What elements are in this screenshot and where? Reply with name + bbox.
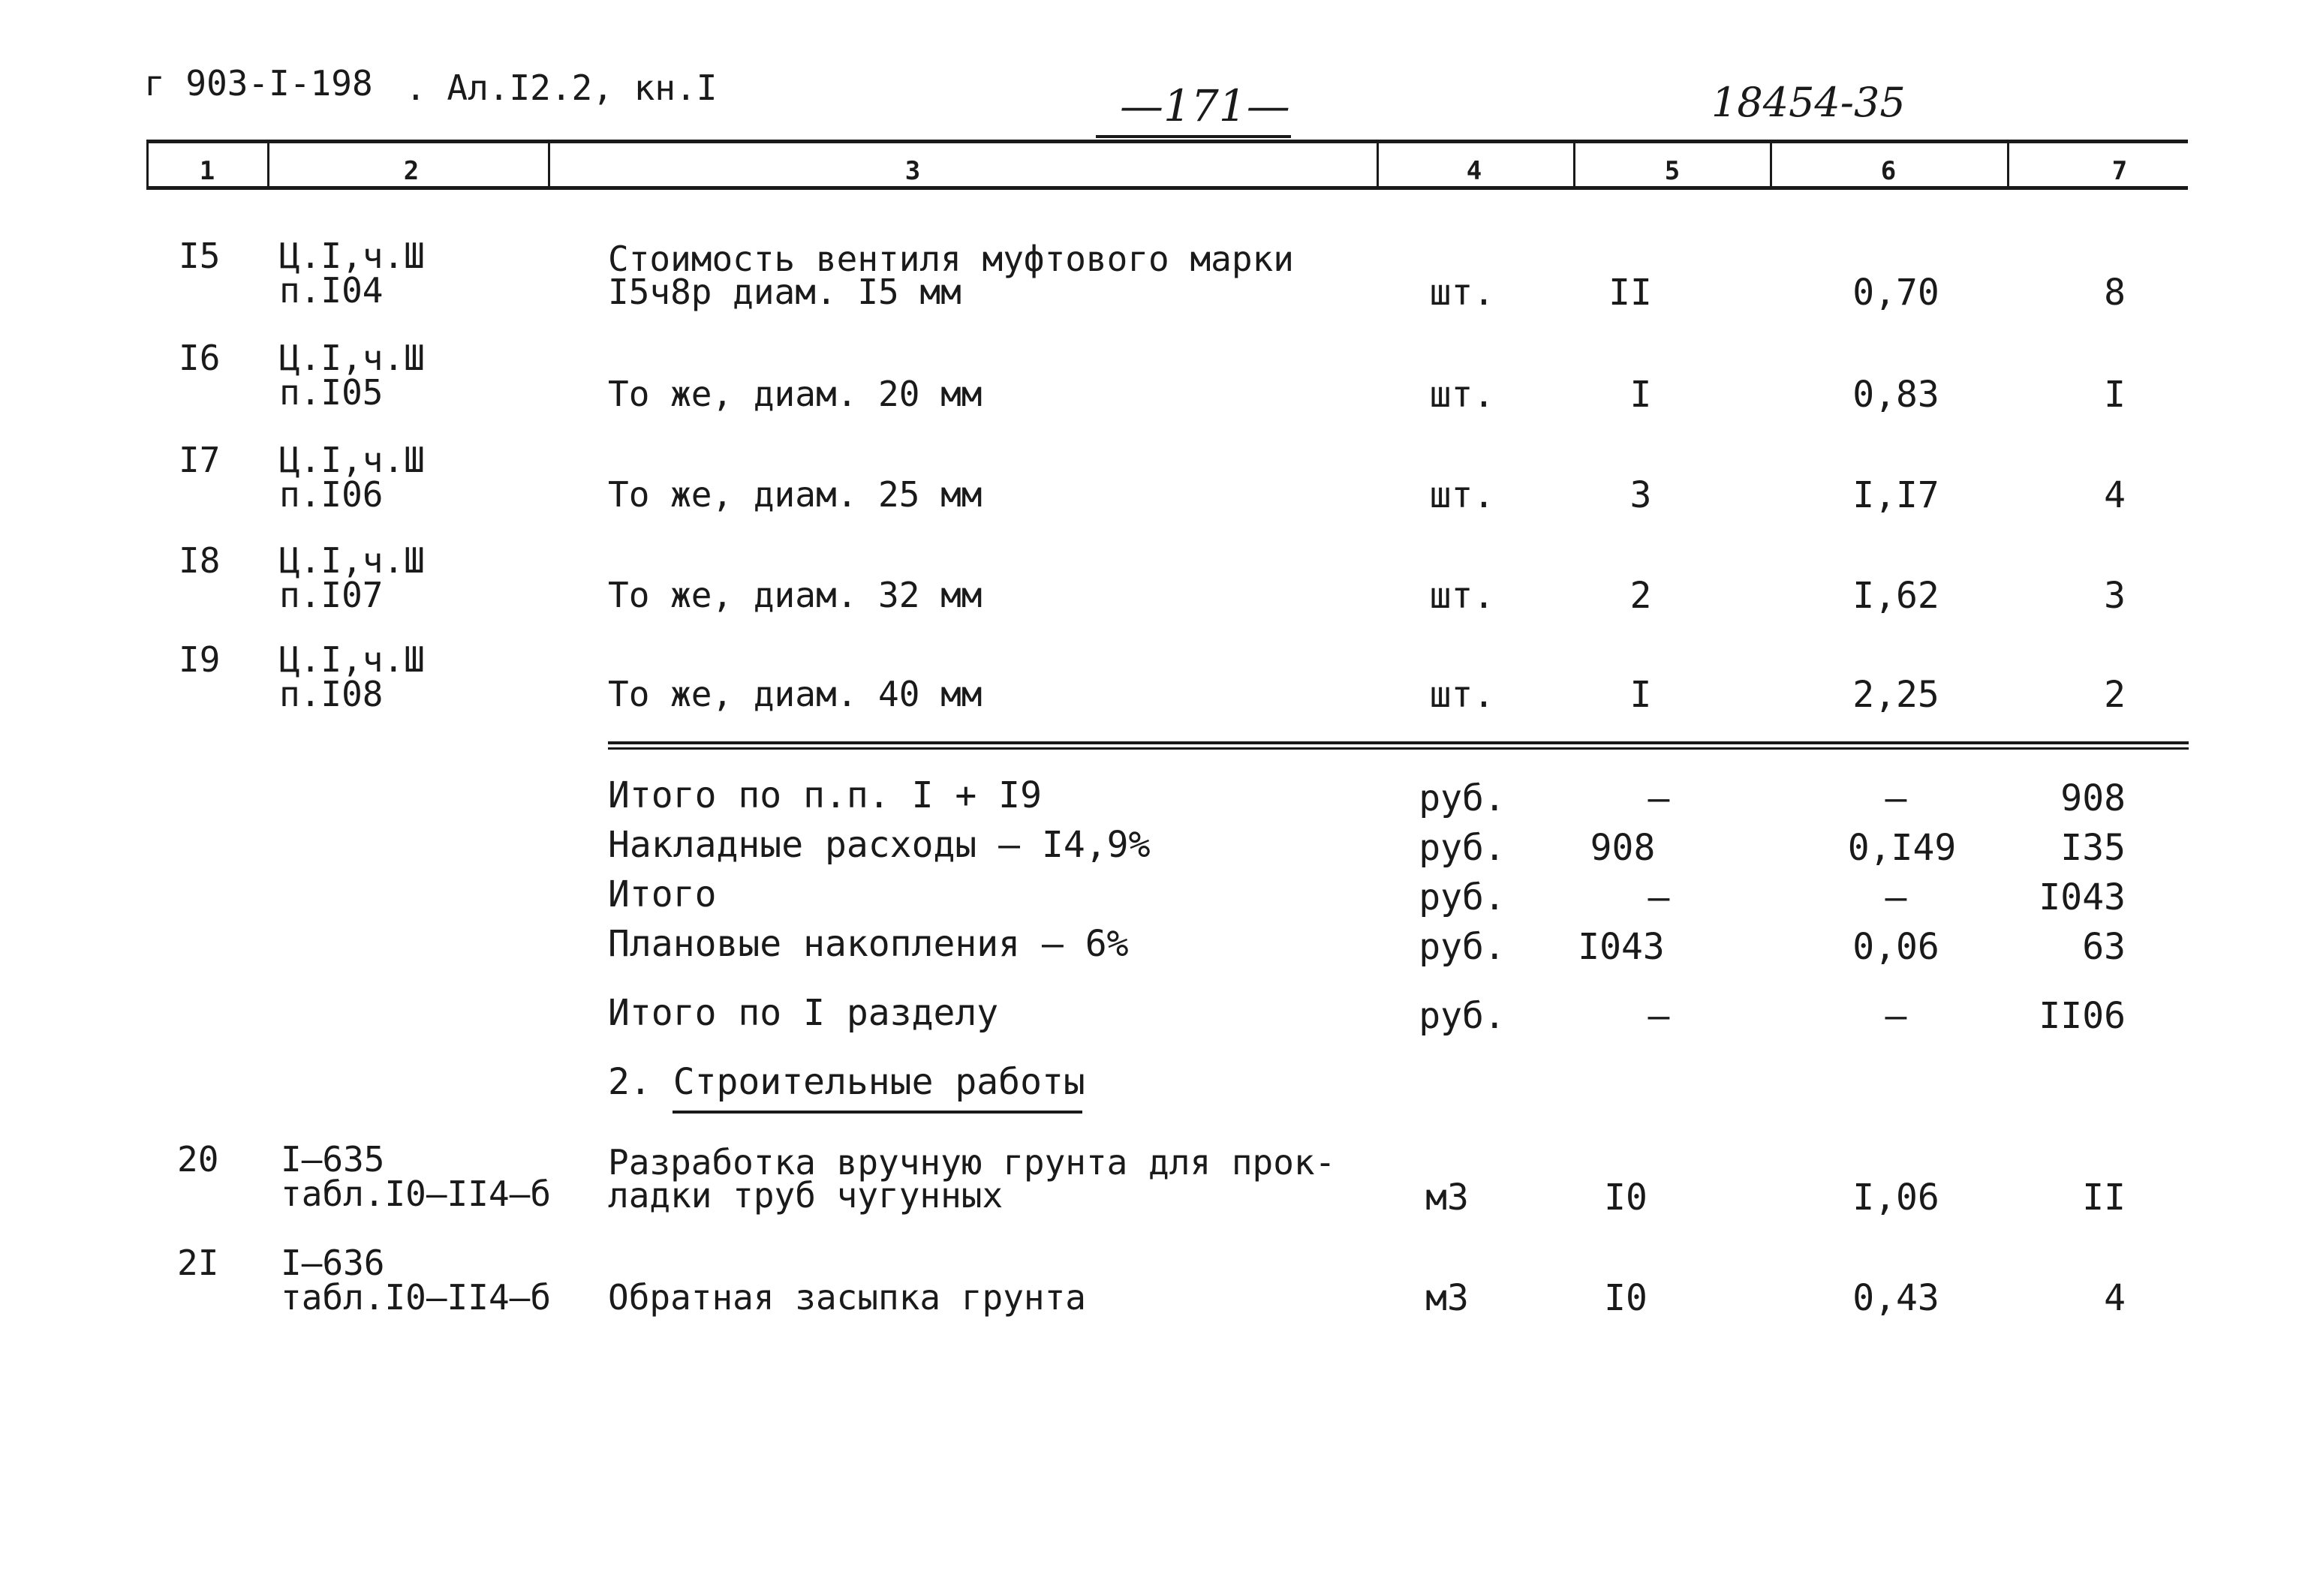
page-number-underline	[1096, 135, 1291, 138]
summary-unit: руб.	[1419, 876, 1506, 918]
summary-rule-top	[608, 741, 2189, 744]
row-code-line: п.I07	[279, 575, 384, 615]
row-unit: шт.	[1429, 272, 1495, 314]
row-unit: м3	[1425, 1277, 1469, 1319]
summary-label: Итого	[608, 873, 717, 915]
row-code-line: I–636	[281, 1243, 385, 1283]
header-top-rule	[146, 140, 2188, 143]
summary-quantity: –	[1648, 876, 1670, 918]
summary-rate: –	[1885, 876, 1907, 918]
row-code-line: табл.I0–II4–б	[281, 1277, 552, 1318]
row-number: 20	[177, 1139, 219, 1180]
section-title-underline	[673, 1111, 1082, 1114]
row-description-line: I5ч8р диам. I5 мм	[608, 272, 961, 312]
row-quantity: I	[1629, 674, 1652, 716]
summary-label: Итого по I разделу	[608, 992, 999, 1034]
row-quantity: I0	[1604, 1177, 1648, 1219]
row-description-line: ладки труб чугунных	[608, 1175, 1004, 1216]
summary-label: Накладные расходы – I4,9%	[608, 824, 1151, 866]
summary-quantity: –	[1648, 995, 1670, 1037]
row-unit: м3	[1425, 1177, 1469, 1219]
row-code-line: п.I08	[279, 674, 384, 714]
row-total: 8	[2104, 272, 2126, 314]
column-number: 2	[403, 156, 420, 186]
col-divider	[2007, 140, 2009, 189]
row-code-line: Ц.I,ч.Ш	[279, 236, 425, 276]
column-number: 7	[2111, 156, 2128, 186]
row-number: I5	[179, 236, 221, 276]
row-unit-price: I,I7	[1852, 474, 1939, 516]
summary-total: I35	[2060, 827, 2126, 869]
summary-unit: руб.	[1419, 926, 1506, 968]
row-description-line: То же, диам. 40 мм	[608, 674, 982, 714]
col-divider	[1377, 140, 1379, 189]
summary-total: 63	[2082, 926, 2126, 968]
col-divider	[548, 140, 550, 189]
handwritten-reference: 18454-35	[1711, 79, 1906, 126]
row-unit-price: 0,43	[1852, 1277, 1939, 1319]
row-code-line: п.I04	[279, 270, 384, 311]
document-code: г 903-I-198	[144, 63, 373, 104]
summary-rate: 0,06	[1852, 926, 1939, 968]
row-quantity: 2	[1629, 575, 1652, 617]
row-code-line: Ц.I,ч.Ш	[279, 639, 425, 680]
row-code-line: п.I05	[279, 372, 384, 413]
summary-total: II06	[2039, 995, 2126, 1037]
row-number: I8	[179, 540, 221, 581]
row-unit: шт.	[1429, 474, 1495, 516]
row-description-line: Разработка вручную грунта для прок-	[608, 1142, 1336, 1183]
row-number: 2I	[177, 1243, 219, 1283]
row-number: I6	[179, 338, 221, 378]
page-number: —171—	[1120, 80, 1290, 131]
summary-unit: руб.	[1419, 777, 1506, 819]
summary-rate: 0,I49	[1847, 827, 1957, 869]
row-unit-price: I,62	[1852, 575, 1939, 617]
row-total: II	[2082, 1177, 2126, 1219]
row-number: I7	[179, 440, 221, 480]
row-unit: шт.	[1429, 374, 1495, 416]
col-divider	[146, 140, 149, 189]
column-number: 3	[904, 156, 921, 186]
summary-rate: –	[1885, 995, 1907, 1037]
row-code-line: Ц.I,ч.Ш	[279, 440, 425, 480]
row-total: 2	[2104, 674, 2126, 716]
row-unit-price: 0,70	[1852, 272, 1939, 314]
summary-unit: руб.	[1419, 995, 1506, 1037]
row-total: 3	[2104, 575, 2126, 617]
row-unit-price: 0,83	[1852, 374, 1939, 416]
summary-label: Итого по п.п. I + I9	[608, 774, 1042, 816]
column-number: 4	[1466, 156, 1482, 186]
row-quantity: II	[1608, 272, 1652, 314]
row-code-line: табл.I0–II4–б	[281, 1174, 552, 1214]
row-description-line: Стоимость вентиля муфтового марки	[608, 239, 1294, 279]
album-reference: . Ал.I2.2, кн.I	[405, 68, 718, 108]
row-quantity: I0	[1604, 1277, 1648, 1319]
row-code-line: I–635	[281, 1139, 385, 1180]
row-description-line: Обратная засыпка грунта	[608, 1277, 1086, 1318]
summary-label: Плановые накопления – 6%	[608, 923, 1129, 965]
row-code-line: Ц.I,ч.Ш	[279, 338, 425, 378]
summary-quantity: –	[1648, 777, 1670, 819]
section-title: 2. Строительные работы	[608, 1061, 1085, 1103]
row-unit-price: 2,25	[1852, 674, 1939, 716]
col-divider	[1573, 140, 1575, 189]
summary-rule-bottom	[608, 747, 2189, 750]
row-quantity: I	[1629, 374, 1652, 416]
summary-total: 908	[2060, 777, 2126, 819]
row-unit: шт.	[1429, 575, 1495, 617]
summary-rate: –	[1885, 777, 1907, 819]
summary-total: I043	[2039, 876, 2126, 918]
row-description-line: То же, диам. 20 мм	[608, 374, 982, 414]
row-total: 4	[2104, 1277, 2126, 1319]
row-total: 4	[2104, 474, 2126, 516]
column-number: 5	[1664, 156, 1681, 186]
row-quantity: 3	[1629, 474, 1652, 516]
summary-quantity: I043	[1578, 926, 1665, 968]
header-bottom-rule	[146, 186, 2188, 190]
row-description-line: То же, диам. 32 мм	[608, 575, 982, 615]
row-total: I	[2104, 374, 2126, 416]
summary-unit: руб.	[1419, 827, 1506, 869]
column-number: 1	[199, 156, 215, 186]
column-number: 6	[1880, 156, 1897, 186]
row-description-line: То же, диам. 25 мм	[608, 474, 982, 515]
row-code-line: п.I06	[279, 474, 384, 515]
row-number: I9	[179, 639, 221, 680]
col-divider	[267, 140, 269, 189]
row-unit-price: I,06	[1852, 1177, 1939, 1219]
col-divider	[1770, 140, 1772, 189]
summary-quantity: 908	[1590, 827, 1656, 869]
row-unit: шт.	[1429, 674, 1495, 716]
row-code-line: Ц.I,ч.Ш	[279, 540, 425, 581]
